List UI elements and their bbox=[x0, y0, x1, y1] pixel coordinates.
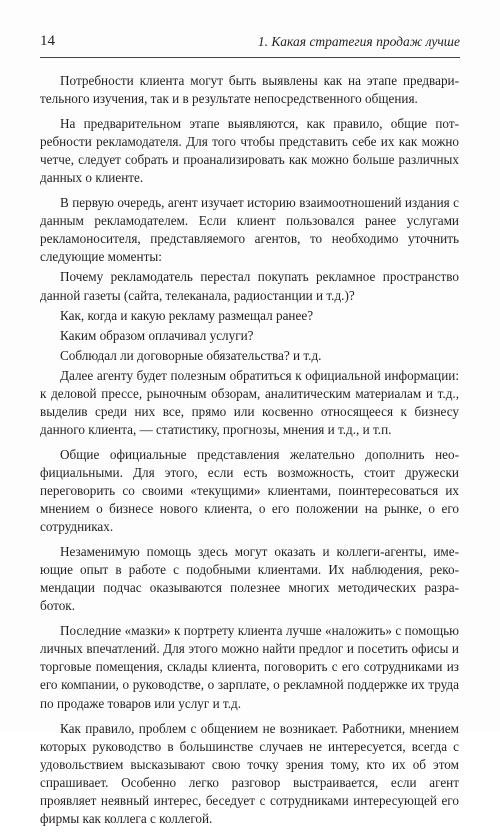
paragraph: Далее агенту будет полезным обратиться к официальной информации: к деловой прессе, рыночным обзорам, аналитическим материалам и т.д., выделив среди них все, прямо или косвенно относящееся к бизнесу данного клиента, — статистику, прогнозы, мнения и т.д., и т.п. bbox=[40, 367, 459, 437]
paragraph: Незаменимую помощь здесь могут оказать и коллеги-агенты, имеющие опыт в работе с подобными клиентами. Их наблюдения, рекомендации подчас оказываются полезнее многих методических разработок. bbox=[40, 544, 459, 614]
question-item: Как, когда и какую рекламу размещал ранее? bbox=[60, 307, 314, 323]
page-number: 14 bbox=[40, 33, 55, 49]
question-item: Каким образом оплачивал услуги? bbox=[60, 327, 254, 343]
paragraph: Общие официальные представления желательно дополнить неофициальными. Для этого, если есть возможность, стоит дружески переговорить со своими «текущими» клиентами, поинтересоваться их мнением о бизнесе нового клиента, о его положении на рынке, о его сотрудниках. bbox=[40, 446, 459, 535]
question-item: Соблюдал ли договорные обязательства? и т.д. bbox=[60, 347, 322, 363]
paragraph: Потребности клиента могут быть выявлены как на этапе предварительного изучения, так и в результате непосредственного общения. bbox=[40, 73, 459, 107]
paragraph: Последние «мазки» к портрету клиента лучше «наложить» с помощью личных впечатлений. Для этого можно найти предлог и посетить офисы и торговые помещения, склады клиента, поговорить с его сотрудниками из его компании, о руководстве, о зарплате, о рекламной поддержке их труда по продаже товаров или услуг и т.д. bbox=[40, 623, 459, 711]
question-item: Почему рекламодатель перестал покупать рекламное пространство данной газеты (сайта, телеканала, радиостанции и т.д.)? bbox=[40, 269, 459, 303]
paragraph: В первую очередь, агент изучает историю взаимоотношений издания с данным рекламодателем. Если клиент пользовался ранее услугами рекламоносителя, представляемого агентов, то необходимо уточнить следующие моменты: bbox=[40, 195, 459, 265]
body-text bbox=[40, 72, 459, 835]
paragraph: Как правило, проблем с общением не возникает. Работники, мнением которых руководство в большинстве случаев не интересуется, всегда с удовольствием высказывают свою точку зрения тому, кто их об этом спрашивает. Особенно легко разговор выстраивается, если агент проявляет неявный интерес, беседует с сотрудниками интересующей его фирмы как коллега с коллегой. bbox=[40, 720, 459, 826]
page-header bbox=[40, 33, 460, 58]
running-head: 1. Какая стратегия продаж лучше bbox=[257, 34, 460, 49]
paragraph: На предварительном этапе выявляются, как правило, общие потребности рекламодателя. Для того чтобы представить себе их как можно четче, следует собрать и проанализировать как можно больше различных данных о клиенте. bbox=[40, 116, 459, 186]
